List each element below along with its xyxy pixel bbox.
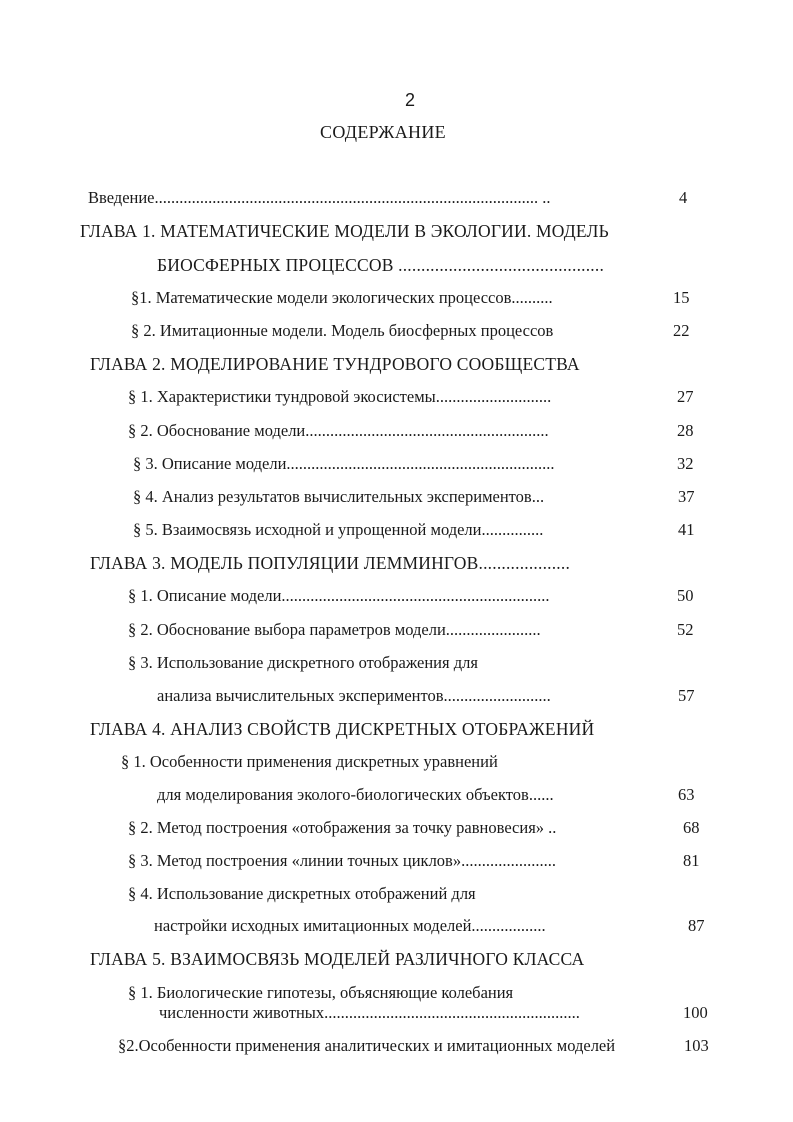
toc-entry-page: 100	[683, 1003, 708, 1022]
toc-entry-page: 57	[678, 686, 695, 705]
toc-entry-page: 68	[683, 818, 700, 837]
toc-entry-text: § 1. Биологические гипотезы, объясняющие колебания	[128, 983, 514, 1002]
toc-entry-page: 37	[678, 487, 695, 506]
toc-entry-text: § 4. Анализ результатов вычислительных экспериментов...	[133, 487, 545, 506]
toc-entry-text: § 3. Использование дискретного отображения для	[128, 653, 478, 672]
page-number: 2	[404, 90, 415, 110]
toc-entry-page: 50	[677, 586, 694, 605]
toc-entry-text: § 1. Характеристики тундровой экосистемы............................	[128, 387, 552, 406]
toc-entry-text: §1. Математические модели экологических процессов..........	[131, 288, 553, 307]
toc-entry-text: § 1. Особенности применения дискретных уравнений	[121, 752, 498, 771]
toc-entry-text-cont: численности животных..............................................................	[159, 1003, 580, 1022]
toc-entry-page: 103	[684, 1036, 709, 1055]
toc-chapter-heading: ГЛАВА 1. МАТЕМАТИЧЕСКИЕ МОДЕЛИ В ЭКОЛОГИИ. МОДЕЛЬ	[80, 221, 609, 241]
toc-entry-text: § 2. Метод построения «отображения за точку равновесия» ..	[128, 818, 557, 837]
toc-entry-text: §2.Особенности применения аналитических и имитационных моделей	[118, 1036, 616, 1055]
toc-entry-text: § 2. Обоснование выбора параметров модели.......................	[128, 620, 541, 639]
toc-entry-text-cont: анализа вычислительных экспериментов..........................	[157, 686, 551, 705]
toc-entry-page: 22	[673, 321, 690, 340]
toc-entry-text: § 4. Использование дискретных отображений для	[128, 884, 476, 903]
toc-chapter-heading: ГЛАВА 5. ВЗАИМОСВЯЗЬ МОДЕЛЕЙ РАЗЛИЧНОГО КЛАССА	[90, 949, 585, 969]
toc-entry-text-cont: для моделирования эколого-биологических объектов......	[157, 785, 554, 804]
toc-chapter-heading: ГЛАВА 3. МОДЕЛЬ ПОПУЛЯЦИИ ЛЕММИНГОВ....................	[90, 553, 571, 573]
toc-entry-page: 41	[678, 520, 695, 539]
toc-entry-page: 87	[688, 916, 705, 935]
toc-entry-text-cont: настройки исходных имитационных моделей..................	[154, 916, 546, 935]
toc-entry-page: 4	[679, 188, 688, 207]
toc-chapter-heading: ГЛАВА 2. МОДЕЛИРОВАНИЕ ТУНДРОВОГО СООБЩЕСТВА	[90, 354, 580, 374]
toc-chapter-heading-cont: БИОСФЕРНЫХ ПРОЦЕССОВ .............................................	[157, 255, 605, 275]
toc-entry-text: § 1. Описание модели.................................................................	[128, 586, 550, 605]
toc-entry-page: 27	[677, 387, 694, 406]
toc-entry-text: § 3. Описание модели.................................................................	[133, 454, 555, 473]
toc-title: СОДЕРЖАНИЕ	[320, 122, 446, 142]
toc-entry-page: 63	[678, 785, 695, 804]
toc-entry-page: 52	[677, 620, 694, 639]
toc-entry-text: Введение............................................................................................. ..	[88, 188, 551, 207]
toc-entry-page: 81	[683, 851, 700, 870]
toc-entry-page: 15	[673, 288, 690, 307]
toc-entry-text: § 2. Обоснование модели...........................................................	[128, 421, 549, 440]
toc-entry-text: § 2. Имитационные модели. Модель биосферных процессов	[131, 321, 554, 340]
toc-entry-text: § 5. Взаимосвязь исходной и упрощенной модели...............	[133, 520, 544, 539]
toc-chapter-heading: ГЛАВА 4. АНАЛИЗ СВОЙСТВ ДИСКРЕТНЫХ ОТОБРАЖЕНИЙ	[90, 719, 595, 739]
toc-entry-text: § 3. Метод построения «линии точных циклов».......................	[128, 851, 556, 870]
toc-entry-page: 32	[677, 454, 694, 473]
toc-entry-page: 28	[677, 421, 694, 440]
